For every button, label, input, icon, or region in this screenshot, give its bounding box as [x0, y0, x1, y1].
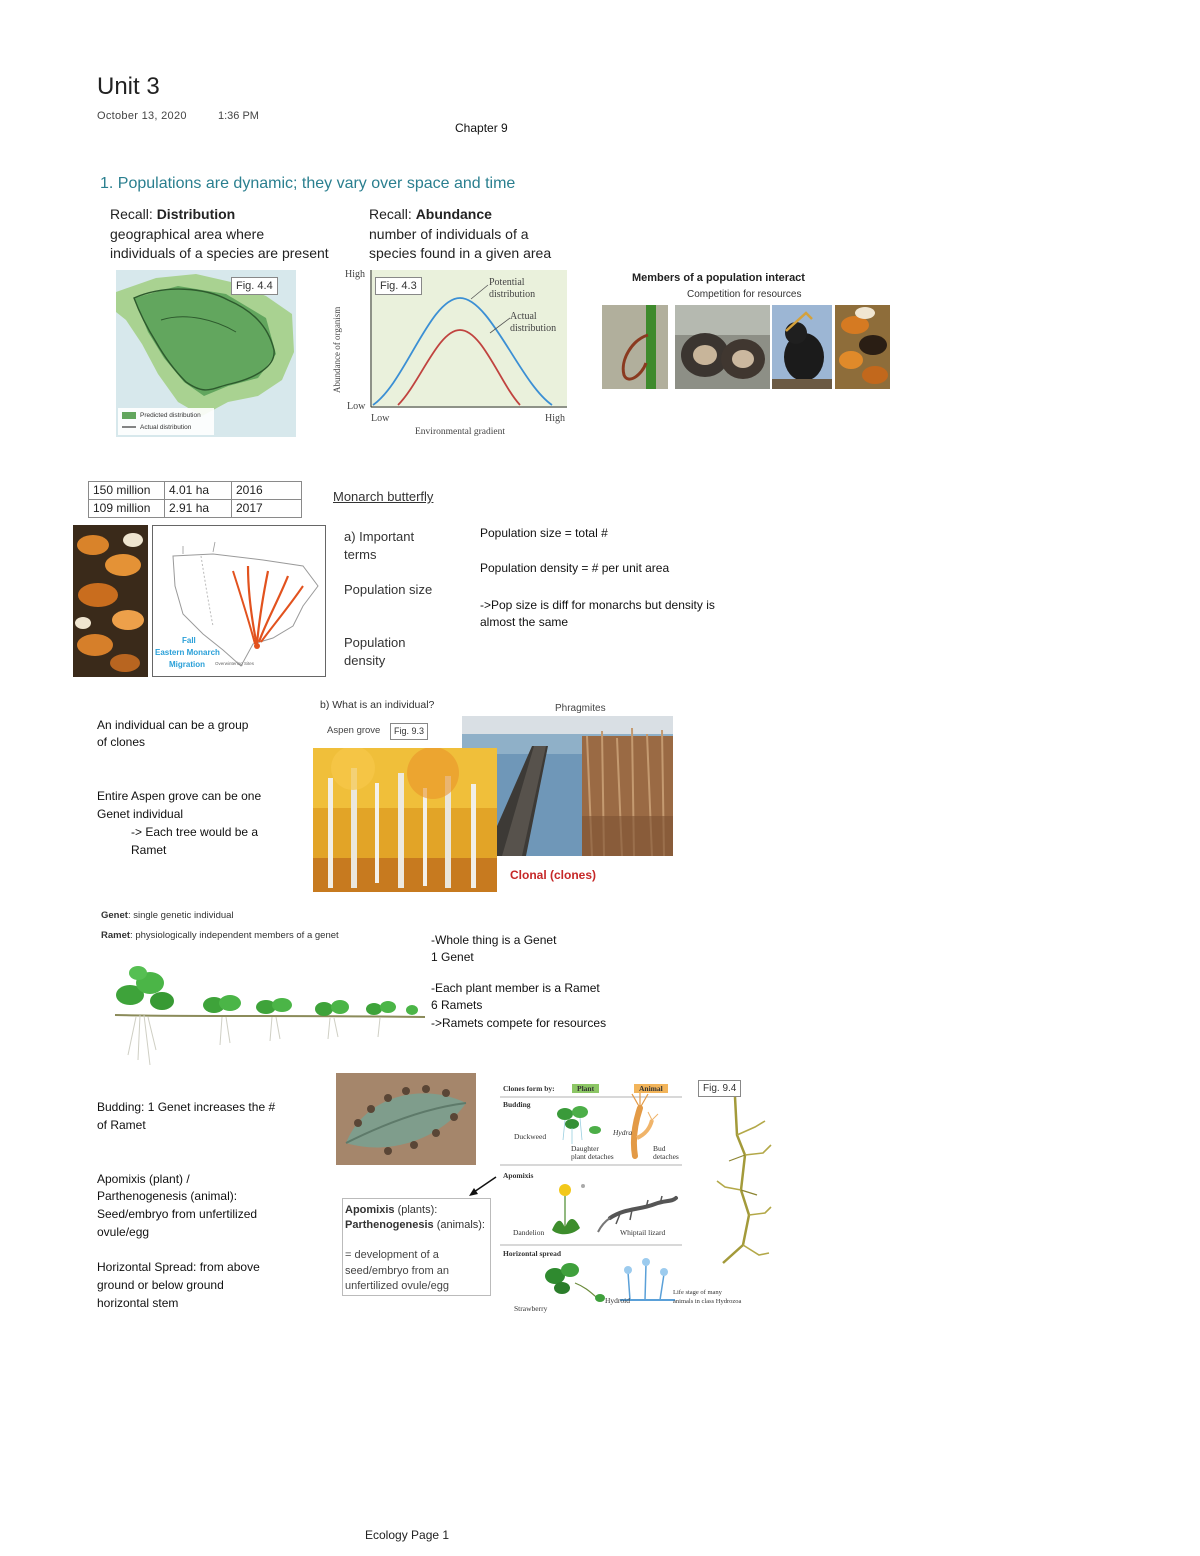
genet-definition [101, 910, 234, 922]
x-axis-title: Environmental gradient [415, 427, 505, 437]
note-aspen: Genet individual [97, 807, 184, 821]
life-stage-label: animals in class Hydrozoa [673, 1298, 742, 1305]
note-individual: of clones [97, 735, 146, 749]
photo-monarch-cluster [835, 305, 890, 389]
fig-9-4-label: Fig. 9.4 [698, 1080, 741, 1097]
distribution-map-figure [116, 270, 296, 437]
photo-kalanchoe-leaf [336, 1073, 476, 1165]
life-stage-label: Life stage of many [673, 1289, 722, 1296]
genet-def: : single genetic individual [127, 910, 234, 921]
horizontal-spread-label: Horizontal spread [503, 1249, 561, 1258]
apomixis-heading [345, 1203, 437, 1217]
migration-caption: Migration [169, 660, 205, 669]
note-genet: -Whole thing is a Genet [431, 933, 557, 947]
individual-question: b) What is an individual? [320, 699, 435, 711]
x-high-label: High [545, 413, 565, 424]
distribution-title [110, 206, 235, 223]
note-genet: 6 Ramets [431, 998, 483, 1012]
abundance-curve-figure [330, 265, 570, 440]
actual-label: Actual [510, 311, 537, 322]
note-budding: of Ramet [97, 1118, 146, 1132]
potential-label: Potential [489, 277, 525, 288]
apomixis-definition-line: seed/embryo from an [345, 1265, 449, 1277]
ramet-definition [101, 930, 339, 942]
term-population-density: Population [344, 635, 406, 650]
strawberry-label: Strawberry [514, 1304, 548, 1313]
plant-tag: Plant [572, 1084, 599, 1093]
phragmites-label: Phragmites [555, 703, 606, 714]
ramet-def: : physiologically independent members of a genet [130, 930, 339, 941]
term-population-size: Population size [344, 582, 433, 597]
page-title: Unit 3 [97, 73, 160, 100]
note-tree-ramet: -> Each tree would be a [131, 825, 259, 839]
distribution-term: Distribution [156, 206, 236, 222]
table-row [89, 482, 302, 500]
apomixis-definition-box [342, 1198, 491, 1296]
abundance-curve-chart [330, 265, 570, 440]
interaction-title: Members of a population interact [632, 272, 805, 284]
important-terms: terms [344, 547, 377, 562]
apomixis-term: Apomixis [345, 1204, 395, 1216]
note-population-size: Population size = total # [480, 526, 608, 540]
interaction-subtitle: Competition for resources [687, 289, 802, 300]
duckweed-label: Duckweed [514, 1132, 547, 1141]
photo-blackbird [772, 305, 832, 389]
y-axis-title: Abundance of organism [332, 306, 342, 393]
potential-label: distribution [489, 289, 536, 300]
legend-predicted: Predicted distribution [140, 412, 201, 419]
note-genet: -Each plant member is a Ramet [431, 981, 600, 995]
photo-monarch-butterflies [73, 525, 148, 677]
migration-caption: Eastern Monarch [155, 648, 220, 657]
stem-runner-illustration [715, 1095, 773, 1267]
ramet-term: Ramet [101, 930, 131, 941]
note-genet: ->Ramets compete for resources [431, 1016, 607, 1030]
monarch-migration-map [152, 525, 326, 677]
apomixis-rest: (plants): [394, 1204, 438, 1216]
note-aspen: Entire Aspen grove can be one [97, 789, 262, 803]
arrow-icon [466, 1173, 500, 1199]
apomixis-label: Apomixis [503, 1171, 534, 1180]
bud-label: Bud [653, 1144, 666, 1153]
hydroid-label: Hydroid [605, 1296, 630, 1305]
parthenogenesis-heading [345, 1218, 485, 1232]
parthenogenesis-term: Parthenogenesis [345, 1219, 434, 1231]
distribution-line: individuals of a species are present [110, 245, 329, 261]
clonal-label: Clonal (clones) [510, 868, 597, 882]
migration-legend: Overwintering Sites [215, 661, 255, 666]
photo-twining-plant [602, 305, 668, 389]
abundance-term: Abundance [415, 206, 492, 222]
table-cell: 150 million [89, 482, 165, 500]
aspen-label: Aspen grove [327, 725, 381, 736]
slide-heading: 1. Populations are dynamic; they vary over space and time [100, 175, 516, 192]
table-cell: 4.01 ha [165, 482, 232, 500]
table-cell: 2017 [232, 500, 302, 518]
recall-prefix: Recall: [110, 206, 157, 222]
daughter-label: plant detaches [571, 1152, 614, 1161]
fig-4-4-label: Fig. 4.4 [231, 277, 278, 295]
page-time: 1:36 PM [218, 110, 259, 122]
note-horizontal: horizontal stem [97, 1296, 179, 1310]
monarch-table [88, 481, 302, 518]
chapter-label: Chapter 9 [455, 121, 508, 135]
fig-4-3-label: Fig. 4.3 [375, 277, 422, 295]
parthenogenesis-rest: (animals): [433, 1219, 485, 1231]
lizard-label: Whiptail lizard [620, 1228, 666, 1237]
table-cell: 109 million [89, 500, 165, 518]
y-high-label: High [345, 269, 365, 280]
note-budding: Budding: 1 Genet increases the # [97, 1100, 276, 1114]
genet-ramet-plant-illustration [110, 965, 425, 1078]
budding-label: Budding [503, 1100, 531, 1109]
bud-label: detaches [653, 1152, 679, 1161]
clones-header: Clones form by: [503, 1084, 555, 1093]
abundance-title [369, 206, 492, 223]
note-comparison: almost the same [480, 615, 569, 629]
legend-actual: Actual distribution [140, 424, 192, 431]
genet-term: Genet [101, 910, 128, 921]
note-horizontal: ground or below ground [97, 1278, 224, 1292]
page-footer: Ecology Page 1 [365, 1528, 450, 1542]
page-date: October 13, 2020 [97, 110, 187, 122]
note-population-density: Population density = # per unit area [480, 561, 670, 575]
abundance-line: number of individuals of a [369, 226, 529, 242]
table-row [89, 500, 302, 518]
note-apomixis: Seed/embryo from unfertilized [97, 1207, 258, 1221]
animal-tag: Animal [634, 1084, 668, 1093]
note-apomixis: ovule/egg [97, 1225, 150, 1239]
note-individual: An individual can be a group [97, 718, 249, 732]
distribution-line: geographical area where [110, 226, 265, 242]
term-population-density: density [344, 653, 386, 668]
note-horizontal: Horizontal Spread: from above [97, 1260, 260, 1274]
migration-caption: Fall [182, 636, 196, 645]
table-cell: 2016 [232, 482, 302, 500]
actual-label: distribution [510, 323, 557, 334]
abundance-line: species found in a given area [369, 245, 552, 261]
apomixis-definition-line: unfertilized ovule/egg [345, 1280, 449, 1292]
note-apomixis: Apomixis (plant) / [97, 1172, 190, 1186]
important-terms: a) Important [344, 529, 415, 544]
note-genet: 1 Genet [431, 950, 474, 964]
photo-snails [675, 305, 770, 389]
daughter-label: Daughter [571, 1144, 599, 1153]
monarch-title: Monarch butterfly [333, 489, 434, 504]
table-cell: 2.91 ha [165, 500, 232, 518]
note-tree-ramet: Ramet [131, 843, 167, 857]
note-apomixis: Parthenogenesis (animal): [97, 1189, 238, 1203]
hydra-label: Hydra [613, 1128, 633, 1137]
dandelion-label: Dandelion [513, 1228, 545, 1237]
fig-9-3-label: Fig. 9.3 [390, 723, 428, 740]
x-low-label: Low [371, 413, 390, 424]
y-low-label: Low [347, 401, 366, 412]
note-comparison: ->Pop size is diff for monarchs but density is [480, 598, 715, 612]
apomixis-definition-line: = development of a [345, 1249, 439, 1261]
recall-prefix: Recall: [369, 206, 416, 222]
photo-aspen-grove [313, 748, 497, 892]
